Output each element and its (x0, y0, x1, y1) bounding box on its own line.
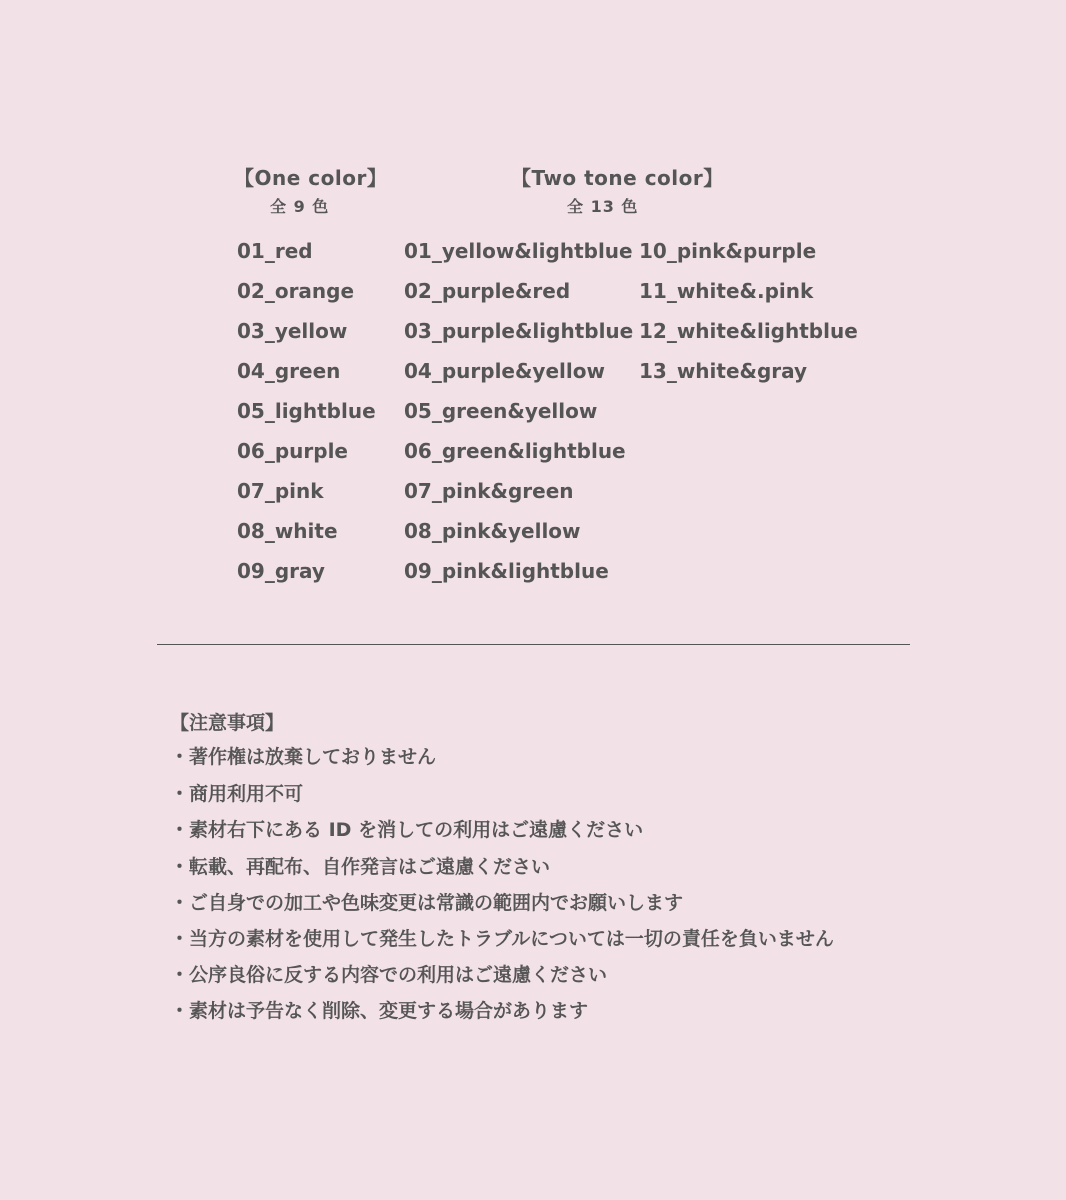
list-item: 05_lightblue (237, 399, 376, 423)
note-item: ・ご自身での加工や色味変更は常識の範囲内でお願いします (170, 892, 684, 914)
list-item: 08_pink&yellow (404, 519, 581, 543)
list-item: 09_pink&lightblue (404, 559, 609, 583)
list-item: 09_gray (237, 559, 325, 583)
note-item: ・素材は予告なく削除、変更する場合があります (170, 1000, 589, 1022)
section-divider (157, 644, 910, 645)
note-item: ・商用利用不可 (170, 783, 304, 805)
list-item: 10_pink&purple (639, 239, 817, 263)
list-item: 07_pink&green (404, 479, 574, 503)
list-item: 12_white&lightblue (639, 319, 858, 343)
list-item: 03_yellow (237, 319, 348, 343)
list-item: 06_green&lightblue (404, 439, 626, 463)
list-item: 07_pink (237, 479, 324, 503)
list-item: 03_purple&lightblue (404, 319, 634, 343)
list-item: 06_purple (237, 439, 348, 463)
list-item: 01_red (237, 239, 313, 263)
two-tone-heading: 【Two tone color】 (511, 166, 724, 190)
one-color-heading: 【One color】 (234, 166, 388, 190)
list-item: 11_white&.pink (639, 279, 814, 303)
notes-title: 【注意事項】 (170, 712, 285, 734)
list-item: 05_green&yellow (404, 399, 598, 423)
note-item: ・転載、再配布、自作発言はご遠慮ください (170, 856, 551, 878)
list-item: 13_white&gray (639, 359, 808, 383)
note-item: ・著作権は放棄しておりません (170, 746, 437, 768)
list-item: 02_purple&red (404, 279, 571, 303)
list-item: 04_green (237, 359, 341, 383)
note-item: ・公序良俗に反する内容での利用はご遠慮ください (170, 964, 608, 986)
note-item: ・当方の素材を使用して発生したトラブルについては一切の責任を負いません (170, 928, 834, 950)
list-item: 02_orange (237, 279, 355, 303)
two-tone-count: 全 13 色 (567, 197, 639, 216)
note-item: ・素材右下にある ID を消しての利用はご遠慮ください (170, 819, 644, 841)
list-item: 01_yellow&lightblue (404, 239, 633, 263)
list-item: 08_white (237, 519, 338, 543)
list-item: 04_purple&yellow (404, 359, 605, 383)
one-color-count: 全 9 色 (270, 197, 330, 216)
